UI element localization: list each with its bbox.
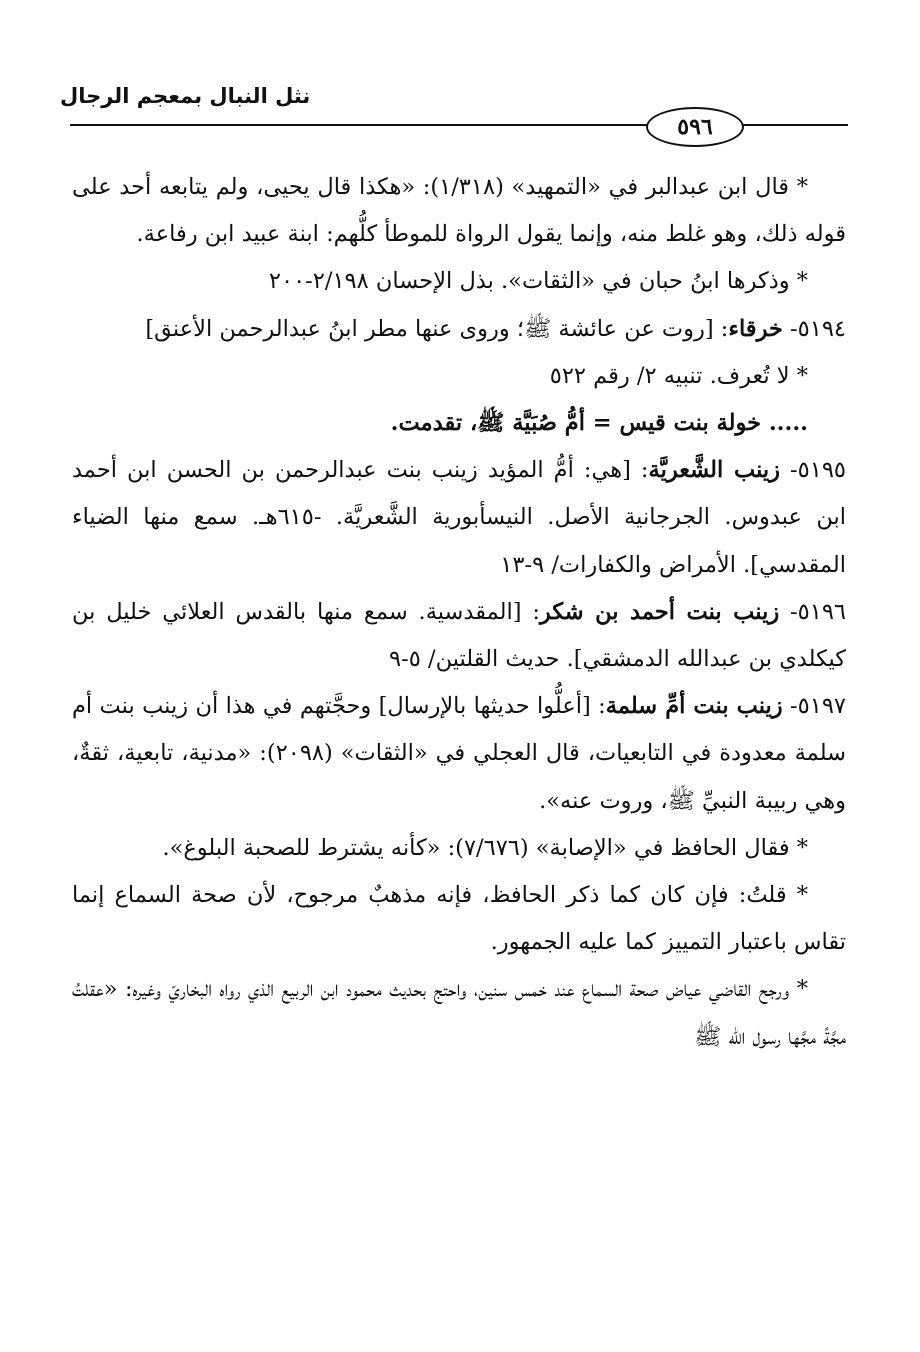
entry-number: ٥١٩٧-: [790, 693, 846, 720]
entry-number: ٥١٩٦-: [790, 598, 846, 625]
note-paragraph: * قلتُ: فإن كان كما ذكر الحافظ، فإنه مذهبٌ مرجوح، لأن صحة السماع إنما تقاس باعتبار التمييز كما عليه الجمهور.: [72, 882, 846, 956]
entry-name: زينب بنت أمِّ سلمة: [605, 693, 783, 720]
page-number: ٥٩٦: [646, 107, 744, 147]
entry-text: : [هي: أمُّ المؤيد زينب بنت عبدالرحمن بن الحسن ابن أحمد ابن عبدوس. الجرجانية الأصل. النيسأبورية الشَّعريَّة. -٦١٥هـ. سمع منها الضياء المقدسي]. الأمراض والكفارات/ ٩-١٣: [72, 457, 846, 578]
note-paragraph: * لا تُعرف. تنبيه ٢/ رقم ٥٢٢: [549, 362, 808, 389]
entry-number: ٥١٩٤-: [790, 315, 846, 342]
note-paragraph: * ورجح القاضي عياض صحة السماع عند خمس سنين، واحتج بحديث محمود ابن الربيع الذي رواه البخاريّ وغيره: «عقلتُ مجَّةً مجَّها رسول الله ﷺ: [72, 976, 846, 1050]
entry-text: : [المقدسية. سمع منها بالقدس العلائي خليل بن كيكلدي بن عبدالله الدمشقي]. حديث القلتين/ ٥-٩: [72, 598, 846, 673]
entry-name: زينب الشَّعريَّة: [648, 457, 780, 484]
entry-text: : [أعلُّوا حديثها بالإرسال] وحجَّتهم في هذا أن زينب بنت أم سلمة معدودة في التابعيات، قال العجلي في «الثقات» (٢٠٩٨): «مدنية، تابعية، ثقةٌ، وهي ربيبة النبيِّ ﷺ، وروت عنه».: [72, 693, 846, 814]
note-paragraph: * قال ابن عبدالبر في «التمهيد» (١/٣١٨): «هكذا قال يحيى، ولم يتابعه أحد على قوله ذلك، وهو غلط منه، وإنما يقول الرواة للموطأ كلُّهم: ابنة عبيد ابن رفاعة.: [72, 174, 846, 248]
entry-paragraph: [72, 589, 846, 683]
entry-paragraph: [72, 447, 846, 589]
entry-paragraph: [72, 306, 846, 353]
entry-text: : [روت عن عائشة ﷺ؛ وروى عنها مطر ابنُ عبدالرحمن الأعنق]: [145, 315, 729, 342]
note-paragraph: * وذكرها ابنُ حبان في «الثقات». بذل الإحسان ٢/١٩٨-٢٠٠: [268, 268, 808, 295]
entry-paragraph: [72, 683, 846, 825]
body-text: [72, 164, 846, 1061]
running-title: نثل النبال بمعجم الرجال: [60, 84, 311, 108]
crossref-paragraph: ..... خولة بنت قيس = أمُّ صُبَيَّة ﷺ، تقدمت.: [390, 410, 808, 437]
note-paragraph: * فقال الحافظ في «الإصابة» (٧/٦٧٦): «كأنه يشترط للصحبة البلوغ».: [162, 834, 808, 861]
entry-name: زينب بنت أحمد بن شكر: [539, 598, 780, 625]
entry-name: خرقاء: [728, 315, 783, 342]
entry-number: ٥١٩٥-: [790, 457, 846, 484]
